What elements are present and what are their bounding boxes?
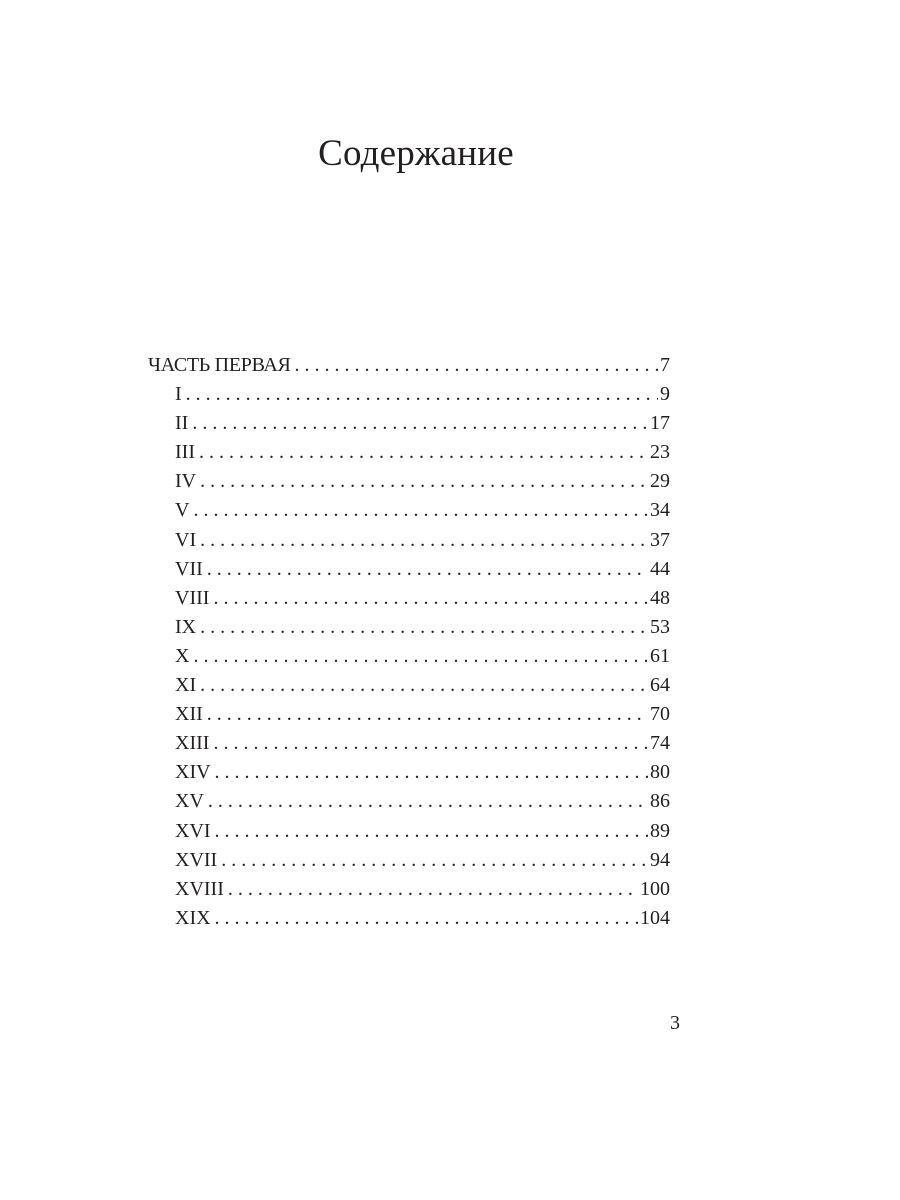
toc-chapter-label: XV xyxy=(175,790,204,813)
toc-chapter-entry[interactable] xyxy=(148,671,670,700)
toc-chapter-entry[interactable] xyxy=(148,526,670,555)
toc-chapter-entry[interactable] xyxy=(148,846,670,875)
table-of-contents xyxy=(148,351,670,933)
toc-chapter-label: V xyxy=(175,499,190,522)
toc-chapter-label: XII xyxy=(175,703,203,726)
toc-chapter-label: IV xyxy=(175,470,197,493)
toc-chapter-entry[interactable] xyxy=(148,875,670,904)
toc-dot-leader xyxy=(215,758,648,787)
toc-dot-leader xyxy=(215,817,648,846)
toc-chapter-page: 80 xyxy=(650,761,670,784)
toc-chapter-label: VIII xyxy=(175,586,210,609)
toc-chapter-page: 74 xyxy=(650,732,670,755)
toc-chapter-label: III xyxy=(175,441,195,464)
toc-dot-leader xyxy=(221,846,648,875)
toc-chapter-page: 100 xyxy=(640,877,670,900)
toc-chapter-label: II xyxy=(175,412,189,435)
toc-part-entry[interactable] xyxy=(148,351,670,380)
toc-chapter-entry[interactable] xyxy=(148,467,670,496)
toc-chapter-label: XVII xyxy=(175,848,218,871)
toc-chapter-entry[interactable] xyxy=(148,758,670,787)
toc-dot-leader xyxy=(207,700,648,729)
toc-chapter-entry[interactable] xyxy=(148,904,670,933)
toc-chapter-page: 23 xyxy=(650,441,670,464)
toc-part-page: 7 xyxy=(660,354,670,376)
toc-chapter-label: IX xyxy=(175,615,197,638)
toc-chapter-label: VI xyxy=(175,528,197,551)
toc-chapter-entry[interactable] xyxy=(148,584,670,613)
toc-chapter-page: 94 xyxy=(650,848,670,871)
toc-chapter-entry[interactable] xyxy=(148,787,670,816)
toc-chapter-label: XIV xyxy=(175,761,211,784)
toc-dot-leader xyxy=(200,467,648,496)
page-number: 3 xyxy=(670,1012,680,1034)
toc-chapter-entry[interactable] xyxy=(148,438,670,467)
toc-chapter-page: 70 xyxy=(650,703,670,726)
toc-chapter-label: XIII xyxy=(175,732,210,755)
toc-chapter-label: XVIII xyxy=(175,877,224,900)
toc-chapter-label: X xyxy=(175,644,190,667)
toc-chapter-entry[interactable] xyxy=(148,817,670,846)
toc-chapter-page: 48 xyxy=(650,586,670,609)
toc-part-label: ЧАСТЬ ПЕРВАЯ xyxy=(148,354,291,376)
toc-chapter-page: 104 xyxy=(640,906,670,929)
toc-chapter-label: XI xyxy=(175,674,197,697)
toc-chapter-page: 53 xyxy=(650,615,670,638)
toc-chapter-label: XIX xyxy=(175,906,211,929)
toc-chapter-page: 17 xyxy=(650,412,670,435)
toc-chapter-label: VII xyxy=(175,557,203,580)
toc-chapter-entry[interactable] xyxy=(148,409,670,438)
toc-chapter-label: I xyxy=(175,383,182,406)
toc-dot-leader xyxy=(213,729,648,758)
toc-chapter-entry[interactable] xyxy=(148,380,670,409)
toc-chapter-page: 9 xyxy=(660,383,670,406)
toc-dot-leader xyxy=(192,409,648,438)
toc-dot-leader xyxy=(186,380,658,409)
toc-chapter-page: 61 xyxy=(650,644,670,667)
toc-dot-leader xyxy=(215,904,638,933)
toc-dot-leader xyxy=(213,584,648,613)
toc-chapter-entry[interactable] xyxy=(148,729,670,758)
toc-chapter-page: 44 xyxy=(650,557,670,580)
toc-chapter-page: 29 xyxy=(650,470,670,493)
toc-dot-leader xyxy=(295,351,658,380)
toc-chapter-entry[interactable] xyxy=(148,700,670,729)
toc-chapter-page: 86 xyxy=(650,790,670,813)
toc-chapter-entry[interactable] xyxy=(148,496,670,525)
toc-dot-leader xyxy=(200,613,648,642)
toc-chapter-page: 64 xyxy=(650,674,670,697)
toc-dot-leader xyxy=(207,555,648,584)
toc-chapter-entry[interactable] xyxy=(148,555,670,584)
toc-chapter-page: 89 xyxy=(650,819,670,842)
toc-dot-leader xyxy=(200,671,648,700)
toc-chapter-entry[interactable] xyxy=(148,613,670,642)
toc-chapter-page: 34 xyxy=(650,499,670,522)
toc-chapter-entry[interactable] xyxy=(148,642,670,671)
toc-dot-leader xyxy=(228,875,638,904)
toc-chapter-label: XVI xyxy=(175,819,211,842)
toc-dot-leader xyxy=(208,787,648,816)
page-title: Содержание xyxy=(318,133,514,174)
toc-chapter-page: 37 xyxy=(650,528,670,551)
toc-dot-leader xyxy=(193,642,648,671)
toc-dot-leader xyxy=(200,526,648,555)
toc-dot-leader xyxy=(193,496,648,525)
toc-dot-leader xyxy=(199,438,648,467)
